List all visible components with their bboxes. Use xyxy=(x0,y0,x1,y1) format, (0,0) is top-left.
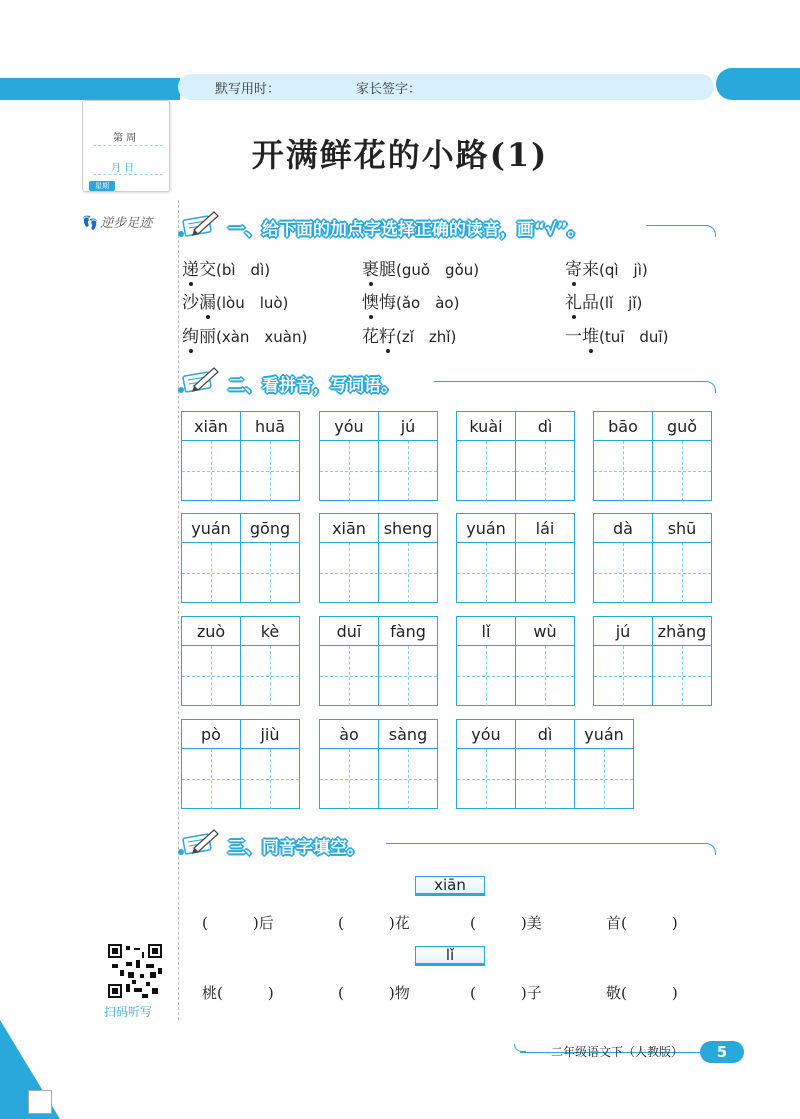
character-box[interactable] xyxy=(181,513,241,603)
section-3-title: 三、同音字填空。 xyxy=(228,838,364,858)
character-box[interactable] xyxy=(319,616,379,706)
word-text: 腿 xyxy=(379,260,396,280)
character-box[interactable] xyxy=(240,411,300,501)
pinyin-label: lái xyxy=(516,514,574,543)
pinyin-label: zuò xyxy=(182,617,240,646)
dotted-character: 籽 xyxy=(379,322,396,347)
word-text: 悔 xyxy=(379,293,396,313)
pinyin-label: dì xyxy=(516,412,574,441)
guide-line xyxy=(182,471,240,472)
pinyin-label: shū xyxy=(653,514,711,543)
pinyin-label: ào xyxy=(320,720,378,749)
fill-blank-item[interactable]: ( )后 xyxy=(202,914,274,932)
pinyin-label: fàng xyxy=(379,617,437,646)
pinyin-label: dà xyxy=(594,514,652,543)
section-2-title: 二、看拼音，写词语。 xyxy=(228,376,398,396)
divider xyxy=(434,381,708,382)
divider xyxy=(706,843,716,855)
character-box[interactable] xyxy=(378,513,438,603)
dotted-character: 递 xyxy=(182,255,199,280)
signature-label: 家长签字： xyxy=(356,82,422,97)
character-box[interactable] xyxy=(378,616,438,706)
time-label: 默写用时： xyxy=(215,82,281,97)
fill-blank-item[interactable]: 敬( ) xyxy=(606,984,678,1002)
section-3-header xyxy=(176,826,716,860)
pronunciation-item[interactable] xyxy=(182,255,270,280)
pinyin-label: jiù xyxy=(241,720,299,749)
week-label: 第 周 xyxy=(113,133,137,144)
character-box[interactable] xyxy=(456,513,516,603)
date-label: 月 日 xyxy=(111,163,135,174)
footprint-icon: 👣 xyxy=(82,216,99,231)
pinyin-label: yuán xyxy=(575,720,633,749)
side-note-text: 逆步足迹 xyxy=(100,216,153,231)
character-box[interactable] xyxy=(240,719,300,809)
guide-line xyxy=(575,779,633,780)
pinyin-label: pò xyxy=(182,720,240,749)
divider xyxy=(706,225,716,237)
fill-blank-item[interactable]: 桃( ) xyxy=(202,984,274,1002)
guide-line xyxy=(653,573,711,574)
character-box[interactable] xyxy=(378,411,438,501)
pinyin-label: kuài xyxy=(457,412,515,441)
character-box[interactable] xyxy=(515,616,575,706)
guide-line xyxy=(379,573,437,574)
top-right-banner xyxy=(716,68,800,100)
fill-blank-item[interactable]: ( )花 xyxy=(338,914,410,932)
pinyin-label: wù xyxy=(516,617,574,646)
word-text: 一 xyxy=(565,327,582,347)
binder-ring-icon xyxy=(131,91,139,99)
guide-line xyxy=(241,676,299,677)
character-box[interactable] xyxy=(456,411,516,501)
pinyin-label: zhǎng xyxy=(653,617,711,646)
character-box[interactable] xyxy=(456,616,516,706)
dotted-character: 漏 xyxy=(199,288,216,313)
guide-line xyxy=(516,573,574,574)
dotted-character: 礼 xyxy=(565,288,582,313)
dotted-character: 绚 xyxy=(182,322,199,347)
section-1-title: 一、给下面的加点字选择正确的读音，画“√”。 xyxy=(228,220,585,240)
pinyin-label: yuán xyxy=(457,514,515,543)
guide-line xyxy=(320,573,378,574)
dotted-character: 懊 xyxy=(362,288,379,313)
character-box[interactable] xyxy=(652,513,712,603)
character-box[interactable] xyxy=(240,616,300,706)
pinyin-options[interactable]: (tuī duī) xyxy=(599,328,669,346)
guide-line xyxy=(182,676,240,677)
dotted-character: 寄 xyxy=(565,255,582,280)
character-box[interactable] xyxy=(593,513,653,603)
pinyin-options[interactable]: (bì dì) xyxy=(216,261,271,279)
guide-line xyxy=(457,779,515,780)
character-box[interactable] xyxy=(319,411,379,501)
pencil-notebook-icon xyxy=(180,366,220,394)
guide-line xyxy=(594,573,652,574)
guide-line xyxy=(182,779,240,780)
page-title: 开满鲜花的小路(1) xyxy=(251,136,549,174)
word-text: 沙 xyxy=(182,293,199,313)
pronunciation-item[interactable] xyxy=(565,322,668,347)
margin-divider xyxy=(178,200,179,1020)
guide-line xyxy=(516,676,574,677)
pinyin-options[interactable]: (qì jì) xyxy=(599,261,648,279)
character-box[interactable] xyxy=(515,411,575,501)
pinyin-label: guǒ xyxy=(653,412,711,441)
divider xyxy=(646,225,708,226)
pinyin-options[interactable]: (ǎo ào) xyxy=(396,294,460,312)
character-box[interactable] xyxy=(593,411,653,501)
fill-blank-item[interactable]: ( )物 xyxy=(338,984,410,1002)
guide-line xyxy=(594,676,652,677)
binder-ring-icon xyxy=(91,91,99,99)
guide-line xyxy=(516,471,574,472)
small-qr-icon xyxy=(28,1090,52,1114)
homophone-pinyin-label: lǐ xyxy=(415,946,485,966)
guide-line xyxy=(241,573,299,574)
pinyin-label: sàng xyxy=(379,720,437,749)
character-box[interactable] xyxy=(515,513,575,603)
word-text: 品 xyxy=(582,293,599,313)
pronunciation-item[interactable] xyxy=(362,322,456,347)
binder-ring-icon xyxy=(151,91,159,99)
guide-line xyxy=(379,676,437,677)
pinyin-label: duī xyxy=(320,617,378,646)
word-text: 花 xyxy=(362,327,379,347)
divider xyxy=(386,843,708,844)
pinyin-options[interactable]: (lòu luò) xyxy=(216,294,289,312)
guide-line xyxy=(653,676,711,677)
pinyin-label: gōng xyxy=(241,514,299,543)
fill-blank-item[interactable]: ( )美 xyxy=(470,914,542,932)
word-text: 交 xyxy=(199,260,216,280)
character-box[interactable] xyxy=(652,411,712,501)
pinyin-label: kè xyxy=(241,617,299,646)
guide-line xyxy=(320,676,378,677)
character-box[interactable] xyxy=(574,719,634,809)
side-note xyxy=(82,212,152,231)
guide-line xyxy=(241,471,299,472)
pinyin-options[interactable]: (xàn xuàn) xyxy=(216,328,308,346)
dotted-character: 堆 xyxy=(582,322,599,347)
character-box[interactable] xyxy=(593,616,653,706)
guide-line xyxy=(241,779,299,780)
guide-line xyxy=(594,471,652,472)
pronunciation-item[interactable] xyxy=(362,288,459,313)
pinyin-options[interactable]: (zǐ zhǐ) xyxy=(396,328,457,346)
pronunciation-item[interactable] xyxy=(565,288,642,313)
pinyin-label: yuán xyxy=(182,514,240,543)
pinyin-label: bāo xyxy=(594,412,652,441)
guide-line xyxy=(320,471,378,472)
pinyin-label: sheng xyxy=(379,514,437,543)
character-box[interactable] xyxy=(456,719,516,809)
character-box[interactable] xyxy=(378,719,438,809)
pinyin-label: jú xyxy=(379,412,437,441)
dotted-character: 裹 xyxy=(362,255,379,280)
guide-line xyxy=(457,573,515,574)
book-label: 二年级语文下（人教版） xyxy=(551,1045,684,1059)
pinyin-label: dì xyxy=(516,720,574,749)
guide-line xyxy=(320,779,378,780)
pinyin-options[interactable]: (lǐ jǐ) xyxy=(599,294,643,312)
pinyin-label: huā xyxy=(241,412,299,441)
character-box[interactable] xyxy=(181,719,241,809)
pronunciation-item[interactable] xyxy=(362,255,479,280)
divider xyxy=(514,1044,526,1052)
character-box[interactable] xyxy=(240,513,300,603)
pinyin-label: jú xyxy=(594,617,652,646)
pencil-notebook-icon xyxy=(180,210,220,238)
weekday-badge: 星期 xyxy=(89,181,115,191)
character-box[interactable] xyxy=(181,616,241,706)
section-2-header xyxy=(176,364,716,398)
pronunciation-item[interactable] xyxy=(182,322,307,347)
pinyin-label: yóu xyxy=(320,412,378,441)
qr-label: 扫码听写 xyxy=(104,1005,153,1019)
guide-line xyxy=(379,471,437,472)
character-box[interactable] xyxy=(319,513,379,603)
page-number: 5 xyxy=(700,1041,744,1063)
binder-ring-icon xyxy=(111,91,119,99)
guide-line xyxy=(182,573,240,574)
fill-blank-item[interactable]: 首( ) xyxy=(606,914,678,932)
pronunciation-item[interactable] xyxy=(182,288,288,313)
word-text: 丽 xyxy=(199,327,216,347)
character-box[interactable] xyxy=(319,719,379,809)
pinyin-options[interactable]: (guǒ gǒu) xyxy=(396,261,480,279)
pronunciation-item[interactable] xyxy=(565,255,648,280)
character-box[interactable] xyxy=(515,719,575,809)
pinyin-label: xiān xyxy=(320,514,378,543)
pinyin-label: lǐ xyxy=(457,617,515,646)
guide-line xyxy=(379,779,437,780)
character-box[interactable] xyxy=(181,411,241,501)
guide-line xyxy=(653,471,711,472)
pencil-notebook-icon xyxy=(180,828,220,856)
word-text: 来 xyxy=(582,260,599,280)
guide-line xyxy=(457,471,515,472)
section-1-header xyxy=(176,208,716,242)
guide-line xyxy=(457,676,515,677)
guide-line xyxy=(516,779,574,780)
pinyin-label: xiān xyxy=(182,412,240,441)
homophone-pinyin-label: xiān xyxy=(415,876,485,896)
qr-code-icon[interactable] xyxy=(108,944,162,998)
pinyin-label: yóu xyxy=(457,720,515,749)
fill-blank-item[interactable]: ( )子 xyxy=(470,984,542,1002)
divider xyxy=(706,381,716,393)
character-box[interactable] xyxy=(652,616,712,706)
